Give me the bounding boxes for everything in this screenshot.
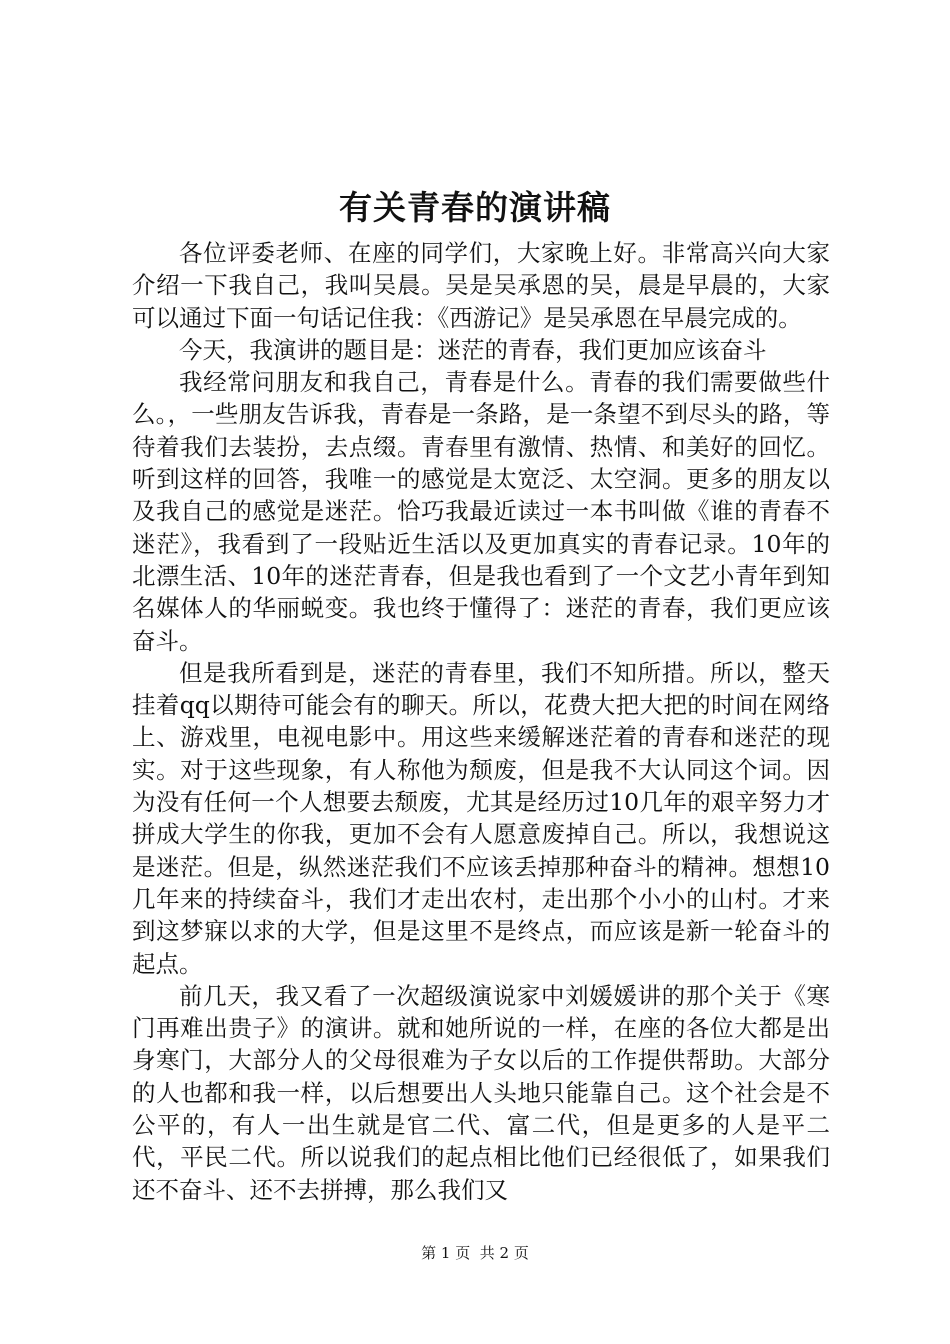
paragraph-greeting: 各位评委老师、在座的同学们，大家晚上好。非常高兴向大家介绍一下我自己，我叫吴晨。吴是吴承恩的吴，晨是早晨的，大家可以通过下面一句话记住我：《西游记》是吴承恩在早晨完成的。: [132, 239, 830, 332]
paragraph-confusion: 但是我所看到是，迷茫的青春里，我们不知所措。所以，整天挂着qq以期待可能会有的聊天。所以，花费大把大把的时间在网络上、游戏里，电视电影中。用这些来缓解迷茫着的青春和迷茫的现实。对于这些现象，有人称他为颓废，但是我不大认同这个词。因为没有任何一个人想要去颓废，尤其是经历过10几年的艰辛努力才拼成大学生的你我，更加不会有人愿意废掉自己。所以，我想说这是迷茫。但是，纵然迷茫我们不应该丢掉那种奋斗的精神。想想10几年来的持续奋斗，我们才走出农村，走出那个小小的山村。才来到这梦寐以求的大学，但是这里不是终点，而应该是新一轮奋斗的起点。: [132, 658, 830, 978]
page-number: 第 1 页 共 2 页: [421, 1244, 529, 1262]
document-title: 有关青春的演讲稿: [339, 188, 611, 227]
paragraph-humble-origins: 前几天，我又看了一次超级演说家中刘媛媛讲的那个关于《寒门再难出贵子》的演讲。就和她所说的一样，在座的各位大都是出身寒门，大部分人的父母很难为子女以后的工作提供帮助。大部分的人也都和我一样，以后想要出人头地只能靠自己。这个社会是不公平的，有人一出生就是官二代、富二代，但是更多的人是平二代，平民二代。所以说我们的起点相比他们已经很低了，如果我们还不奋斗、还不去拼搏，那么我们又: [132, 981, 830, 1204]
document-body: [132, 237, 830, 1206]
page-footer: [0, 1243, 950, 1263]
paragraph-topic: 今天，我演讲的题目是：迷茫的青春，我们更加应该奋斗: [179, 335, 767, 364]
paragraph-what-is-youth: 我经常问朋友和我自己，青春是什么。青春的我们需要做些什么。，一些朋友告诉我，青春是一条路，是一条望不到尽头的路，等待着我们去装扮，去点缀。青春里有激情、热情、和美好的回忆。听到这样的回答，我唯一的感觉是太宽泛、太空洞。更多的朋友以及我自己的感觉是迷茫。恰巧我最近读过一本书叫做《谁的青春不迷茫》，我看到了一段贴近生活以及更加真实的青春记录。10年的北漂生活、10年的迷茫青春，但是我也看到了一个文艺小青年到知名媒体人的华丽蜕变。我也终于懂得了：迷茫的青春，我们更应该奋斗。: [132, 368, 830, 655]
